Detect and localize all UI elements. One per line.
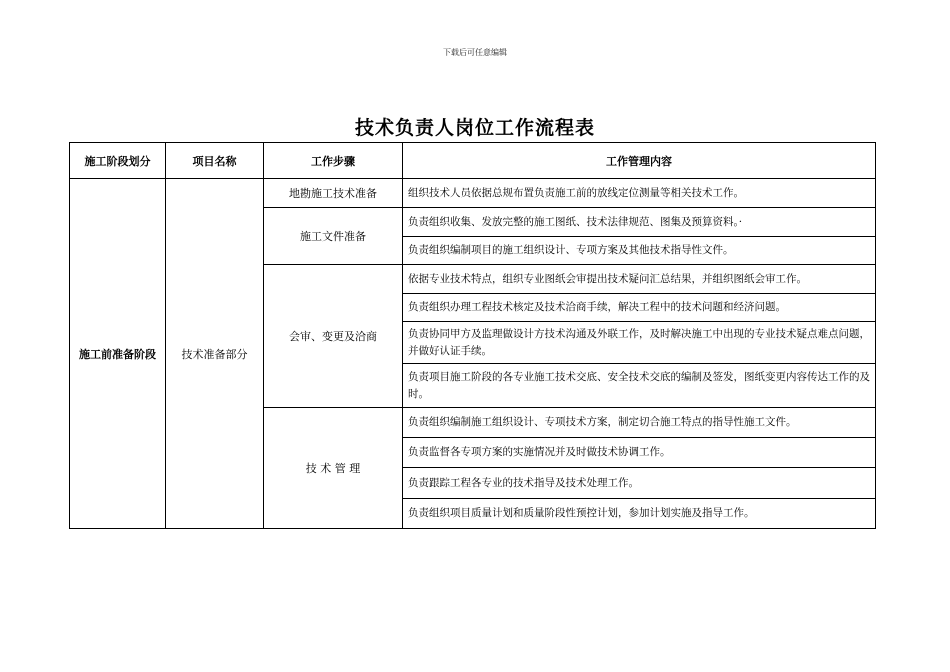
- content-cell: 负责组织编制项目的施工组织设计、专项方案及其他技术指导性文件。: [403, 237, 876, 265]
- table-header-row: [70, 143, 876, 179]
- content-cell: 依据专业技术特点，组织专业图纸会审提出技术疑问汇总结果，并组织图纸会审工作。: [403, 265, 876, 294]
- column-header-content: 工作管理内容: [403, 143, 876, 179]
- content-cell: 负责组织编制施工组织设计、专项技术方案，制定切合施工特点的指导性施工文件。: [403, 408, 876, 438]
- content-cell: 负责跟踪工程各专业的技术指导及技术处理工作。: [403, 468, 876, 499]
- step-cell: 会审、变更及洽商: [264, 265, 403, 408]
- table-row: [70, 179, 876, 208]
- item-cell: 技术准备部分: [166, 179, 264, 529]
- content-cell: 组织技术人员依据总规布置负责施工前的放线定位测量等相关技术工作。: [403, 179, 876, 208]
- step-cell: 施工文件准备: [264, 208, 403, 265]
- stage-cell: 施工前准备阶段: [70, 179, 166, 529]
- content-cell: 负责协同甲方及监理做设计方技术沟通及外联工作，及时解决施工中出现的专业技术疑点难点问题，并做好认证手续。: [403, 322, 876, 364]
- header-note: 下载后可任意编辑: [443, 48, 507, 57]
- content-cell: 负责组织项目质量计划和质量阶段性预控计划，参加计划实施及指导工作。: [403, 499, 876, 529]
- column-header-stage: 施工阶段划分: [70, 143, 166, 179]
- column-header-item: 项目名称: [166, 143, 264, 179]
- content-cell: 负责组织收集、发放完整的施工图纸、技术法律规范、图集及预算资料。·: [403, 208, 876, 237]
- content-cell: 负责项目施工阶段的各专业施工技术交底、安全技术交底的编制及签发，图纸变更内容传达工作的及时。: [403, 364, 876, 408]
- workflow-table: [69, 142, 876, 529]
- content-cell: 负责监督各专项方案的实施情况并及时做技术协调工作。: [403, 438, 876, 468]
- column-header-step: 工作步骤: [264, 143, 403, 179]
- document-title: 技术负责人岗位工作流程表: [354, 117, 595, 139]
- step-cell: 技 术 管 理: [264, 408, 403, 529]
- content-cell: 负责组织办理工程技术核定及技术洽商手续，解决工程中的技术问题和经济问题。: [403, 294, 876, 322]
- step-cell: 地勘施工技术准备: [264, 179, 403, 208]
